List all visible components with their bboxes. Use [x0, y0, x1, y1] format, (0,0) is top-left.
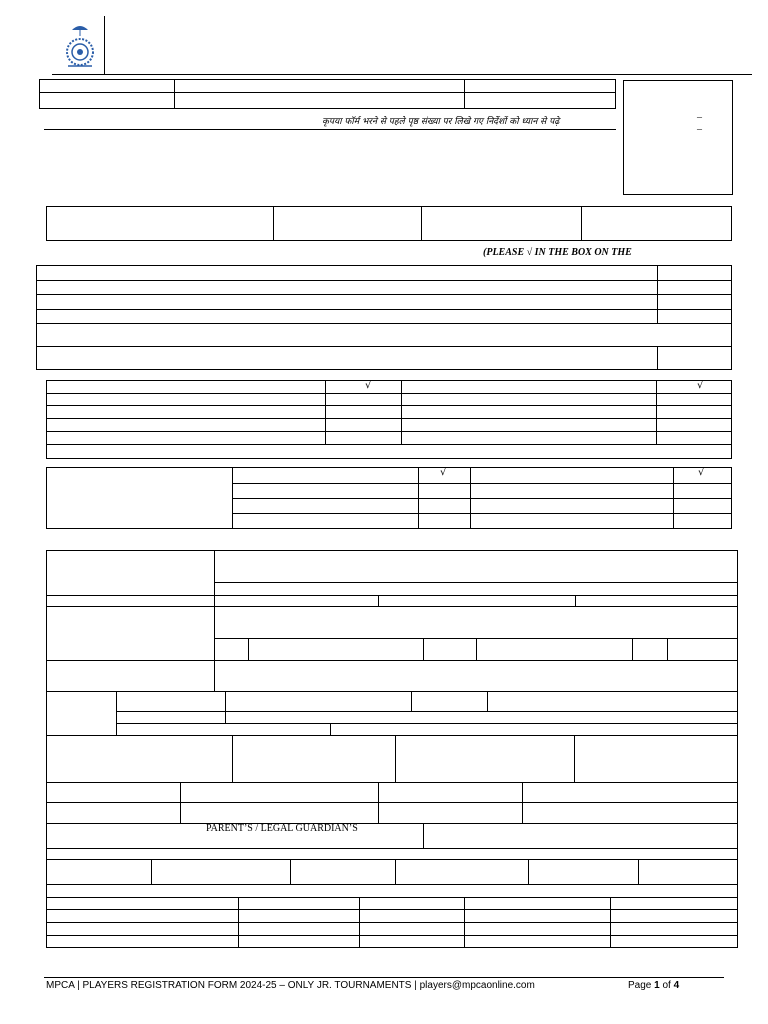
- tick-mark: √: [440, 467, 447, 478]
- photo-box-mark: –: [697, 124, 702, 135]
- mpca-logo: [60, 22, 100, 70]
- parent-guardian-label: PARENT’S / LEGAL GUARDIAN’S: [206, 823, 358, 834]
- header-divider-vertical: [104, 16, 105, 74]
- page-total: 4: [673, 980, 680, 991]
- footer-rule: [44, 977, 724, 978]
- player-details-table: [46, 550, 738, 948]
- photo-box-mark: –: [697, 112, 702, 123]
- footer-text: MPCA | PLAYERS REGISTRATION FORM 2024-25 – ONLY JR. TOURNAMENTS | players@mpcaonline.com: [46, 980, 535, 991]
- page-label: Page: [628, 980, 655, 991]
- page-number: [628, 980, 679, 991]
- tick-mark: √: [365, 380, 372, 391]
- page-of: of: [659, 980, 674, 991]
- page-current: 1: [654, 980, 660, 991]
- tick-mark: √: [698, 467, 705, 478]
- registration-detail-row: [46, 206, 732, 241]
- header-divider-horizontal: [52, 74, 752, 75]
- tick-mark: √: [697, 380, 704, 391]
- tick-instruction: (PLEASE √ IN THE BOX ON THE: [483, 247, 632, 258]
- tick-table-1: [46, 380, 732, 459]
- hindi-instruction: कृपया फॉर्म भरने से पहले पृष्ठ संख्या पर लिखे गए निर्देशों को ध्यान से पढ़े: [322, 117, 560, 127]
- top-info-table: [39, 79, 616, 109]
- photo-box[interactable]: [623, 80, 733, 195]
